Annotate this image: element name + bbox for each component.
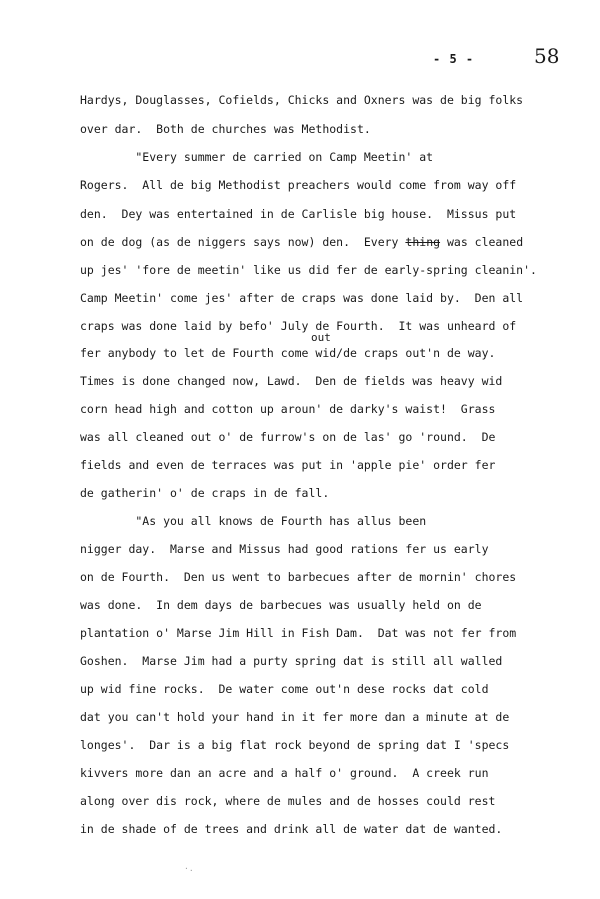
handwritten-insertion: out: [311, 331, 331, 344]
text-line: "Every summer de carried on Camp Meetin' at: [80, 150, 434, 164]
text-line: nigger day. Marse and Missus had good rations fer us early: [80, 542, 489, 556]
page-number: - 5 -: [433, 52, 475, 66]
text-line: Goshen. Marse Jim had a purty spring dat is still all walled: [80, 654, 503, 668]
text-line: was done. In dem days de barbecues was usually held on de: [80, 598, 482, 612]
text-line: craps was done laid by befo' July de Fourth. It was unheard of: [80, 319, 517, 333]
text-line: on de Fourth. Den us went to barbecues after de mornin' chores: [80, 570, 517, 584]
text-line: kivvers more dan an acre and a half o' ground. A creek run: [80, 766, 489, 780]
text-line: up wid fine rocks. De water come out'n dese rocks dat cold: [80, 682, 489, 696]
folio-number: 58: [534, 44, 560, 68]
text-line: over dar. Both de churches was Methodist.: [80, 122, 371, 136]
text-line: Times is done changed now, Lawd. Den de fields was heavy wid: [80, 374, 503, 388]
text-line: in de shade of de trees and drink all de water dat de wanted.: [80, 822, 503, 836]
text-line: Rogers. All de big Methodist preachers would come from way off: [80, 178, 517, 192]
text-line: Hardys, Douglasses, Cofields, Chicks and Oxners was de big folks: [80, 93, 524, 107]
text-line: plantation o' Marse Jim Hill in Fish Dam. Dat was not fer from: [80, 626, 517, 640]
text-line: fer anybody to let de Fourth come wid/de craps out'n de way.: [80, 346, 496, 360]
text-line: along over dis rock, where de mules and de hosses could rest: [80, 794, 496, 808]
text-line: corn head high and cotton up aroun' de darky's waist! Grass: [80, 402, 496, 416]
text-line: den. Dey was entertained in de Carlisle big house. Missus put: [80, 207, 517, 221]
text-line: longes'. Dar is a big flat rock beyond de spring dat I 'specs: [80, 738, 510, 752]
text-line: on de dog (as de niggers says now) den. Every thing was cleaned: [80, 235, 524, 249]
paper-speck: ·.: [184, 864, 194, 873]
struck-word: thing: [405, 235, 441, 249]
text-line: de gatherin' o' de craps in de fall.: [80, 486, 330, 500]
text-line: was all cleaned out o' de furrow's on de las' go 'round. De: [80, 430, 496, 444]
text-line: dat you can't hold your hand in it fer more dan a minute at de: [80, 710, 510, 724]
text-line: fields and even de terraces was put in 'apple pie' order fer: [80, 458, 496, 472]
text-line: "As you all knows de Fourth has allus been: [80, 514, 427, 528]
text-line: Camp Meetin' come jes' after de craps was done laid by. Den all: [80, 291, 524, 305]
text-line: up jes' 'fore de meetin' like us did fer de early-spring cleanin'.: [80, 263, 537, 277]
